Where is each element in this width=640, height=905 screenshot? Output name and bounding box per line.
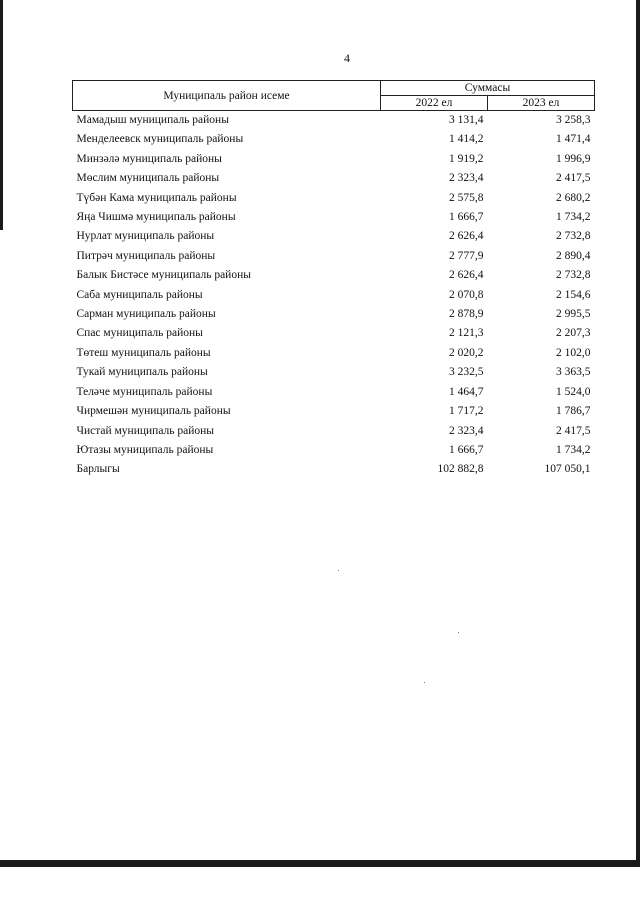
value-2023-cell: 1 524,0 <box>556 385 591 398</box>
value-2022-cell: 2 070,8 <box>449 288 484 301</box>
district-name-cell: Питрәч муниципаль районы <box>76 249 216 262</box>
table-row <box>73 402 595 421</box>
value-2023-cell: 2 890,4 <box>556 249 591 262</box>
scan-speck <box>338 570 339 571</box>
district-name-cell: Сарман муниципаль районы <box>76 308 216 321</box>
value-2022-cell: 1 919,2 <box>449 152 484 165</box>
value-2023-cell: 1 734,2 <box>556 211 591 224</box>
value-2023-cell: 2 732,8 <box>556 269 591 282</box>
table-row <box>73 344 595 363</box>
value-2022-cell: 3 131,4 <box>449 114 484 126</box>
value-2023-cell: 1 471,4 <box>556 133 591 146</box>
district-name-cell: Барлыгы <box>76 463 120 476</box>
table-row <box>73 286 595 305</box>
district-name-cell: Менделеевск муниципаль районы <box>76 133 244 146</box>
district-name-cell: Нурлат муниципаль районы <box>76 230 215 243</box>
value-2023-cell: 1 786,7 <box>556 405 591 418</box>
value-2022-cell: 2 777,9 <box>449 249 484 262</box>
district-name-cell: Чистай муниципаль районы <box>76 424 215 437</box>
header-sum: Суммасы <box>381 81 595 96</box>
district-name-cell: Ютазы муниципаль районы <box>76 443 214 456</box>
table-row <box>73 189 595 208</box>
district-name-cell: Спас муниципаль районы <box>76 327 203 340</box>
district-name-cell: Теләче муниципаль районы <box>76 385 213 398</box>
value-2023-cell: 107 050,1 <box>544 463 591 476</box>
scan-speck <box>458 632 459 633</box>
table-row <box>73 208 595 227</box>
value-2023-cell: 2 102,0 <box>556 346 591 359</box>
value-2022-cell: 1 414,2 <box>449 133 484 146</box>
district-name-cell: Яңа Чишмә муниципаль районы <box>76 211 236 224</box>
value-2023-cell: 2 154,6 <box>556 288 591 301</box>
value-2022-cell: 2 121,3 <box>449 327 484 340</box>
header-year-2023: 2023 ел <box>488 96 595 111</box>
table-row <box>73 130 595 149</box>
value-2022-cell: 1 666,7 <box>449 443 484 456</box>
table-row <box>73 227 595 246</box>
table-row <box>73 305 595 324</box>
value-2022-cell: 1 717,2 <box>449 405 484 418</box>
value-2023-cell: 3 258,3 <box>556 114 591 126</box>
scan-edge-right <box>636 0 640 860</box>
value-2022-cell: 1 464,7 <box>449 385 484 398</box>
table-row <box>73 441 595 460</box>
value-2022-cell: 2 878,9 <box>449 308 484 321</box>
value-2022-cell: 2 020,2 <box>449 346 484 359</box>
table-row <box>73 247 595 266</box>
total-row <box>73 460 595 479</box>
value-2022-cell: 3 232,5 <box>449 366 484 379</box>
table-row <box>73 111 595 131</box>
value-2023-cell: 2 995,5 <box>556 308 591 321</box>
table-row <box>73 383 595 402</box>
table-row <box>73 363 595 382</box>
value-2022-cell: 102 882,8 <box>437 463 484 476</box>
value-2023-cell: 2 417,5 <box>556 424 591 437</box>
value-2023-cell: 1 996,9 <box>556 152 591 165</box>
value-2022-cell: 2 626,4 <box>449 230 484 243</box>
header-year-2022: 2022 ел <box>381 96 488 111</box>
value-2023-cell: 3 363,5 <box>556 366 591 379</box>
table-row <box>73 150 595 169</box>
value-2023-cell: 2 680,2 <box>556 191 591 204</box>
value-2022-cell: 2 323,4 <box>449 424 484 437</box>
budget-table <box>72 80 595 480</box>
value-2023-cell: 1 734,2 <box>556 443 591 456</box>
value-2023-cell: 2 732,8 <box>556 230 591 243</box>
scan-speck <box>424 682 425 683</box>
district-name-cell: Мамадыш муниципаль районы <box>76 114 229 126</box>
header-district-name: Муниципаль район исеме <box>73 81 381 111</box>
table-row <box>73 324 595 343</box>
district-name-cell: Минзәлә муниципаль районы <box>76 152 222 165</box>
table-body <box>73 111 595 480</box>
value-2022-cell: 2 575,8 <box>449 191 484 204</box>
value-2022-cell: 2 323,4 <box>449 172 484 185</box>
table-row <box>73 266 595 285</box>
district-name-cell: Түбән Кама муниципаль районы <box>76 191 237 204</box>
value-2023-cell: 2 207,3 <box>556 327 591 340</box>
table-row <box>73 422 595 441</box>
value-2022-cell: 2 626,4 <box>449 269 484 282</box>
budget-table-container <box>72 80 594 480</box>
district-name-cell: Чирмешән муниципаль районы <box>76 405 231 418</box>
value-2023-cell: 2 417,5 <box>556 172 591 185</box>
page-number: 4 <box>344 51 350 65</box>
value-2022-cell: 1 666,7 <box>449 211 484 224</box>
scan-edge-left <box>0 0 3 230</box>
scan-edge-bottom <box>0 860 640 867</box>
district-name-cell: Тукай муниципаль районы <box>76 366 208 379</box>
district-name-cell: Мөслим муниципаль районы <box>76 172 220 185</box>
district-name-cell: Саба муниципаль районы <box>76 288 203 301</box>
district-name-cell: Төтеш муниципаль районы <box>76 346 211 359</box>
district-name-cell: Балык Бистәсе муниципаль районы <box>76 269 251 282</box>
table-row <box>73 169 595 188</box>
